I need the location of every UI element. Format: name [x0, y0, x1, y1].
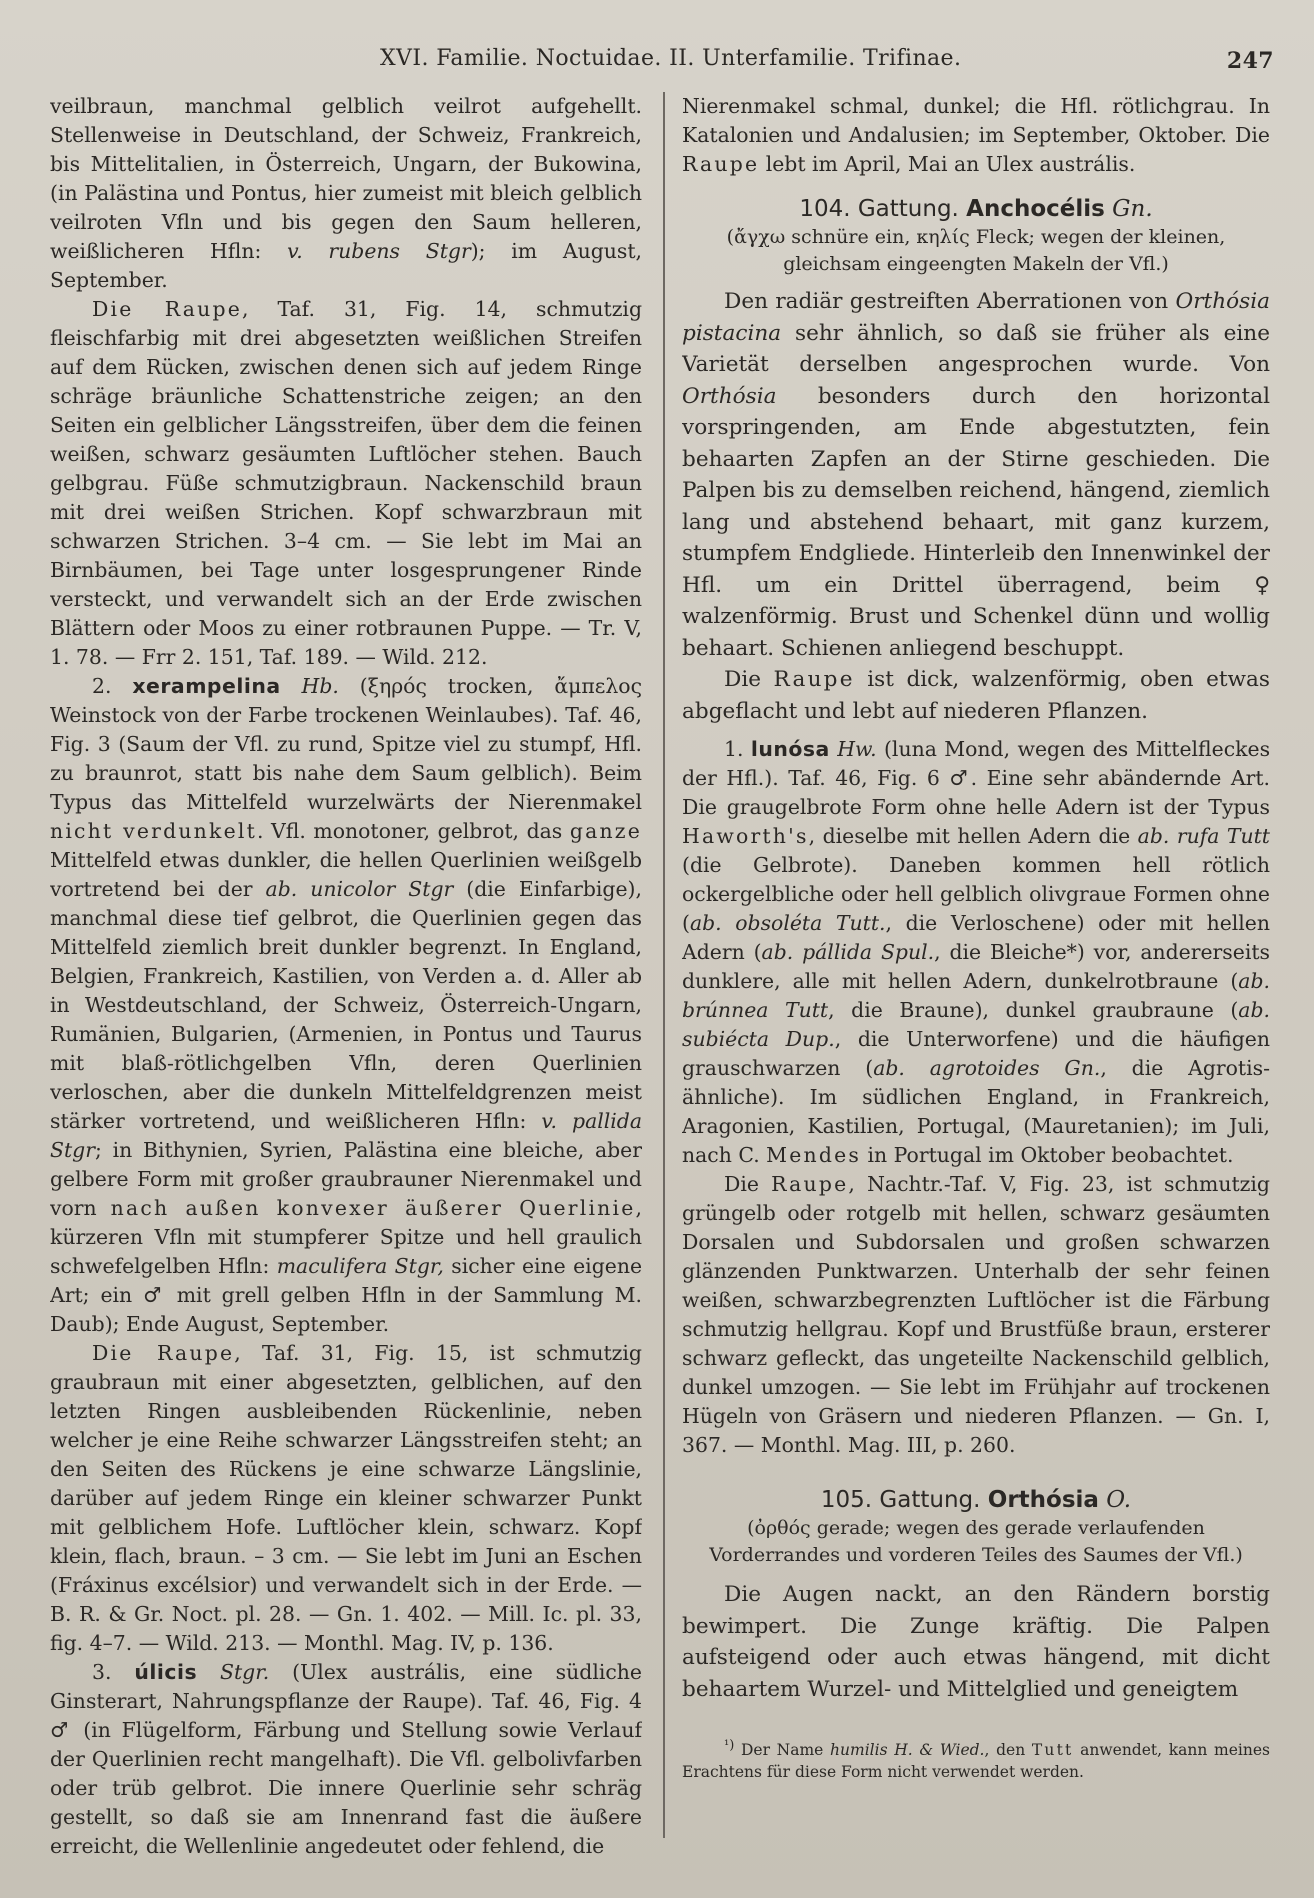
form-name: ab. pállida Spul.: [761, 940, 935, 964]
text: sehr ähnlich, so daß sie früher als eine Varietät derselben angesprochen wurde. Von: [682, 320, 1270, 377]
paragraph: [682, 1170, 1270, 1460]
text: anwendet, kann meines Erachtens für diese Form nicht verwendet werden.: [682, 1741, 1270, 1782]
author-name: Haworth's: [682, 824, 809, 848]
paragraph: [50, 92, 642, 295]
text: Nierenmakel schmal, dunkel; die Hfl. rötlichgrau. In Katalonien und Andalusien; im September, Oktober. Die: [682, 94, 1270, 147]
emphasis: nach außen konvexer äußerer Querlinie: [110, 1196, 636, 1220]
page-number: 247: [1226, 48, 1274, 74]
text: (die Gelbrote). Daneben kommen hell rötlich ockergelbliche oder hell gelblich olivgraue Formen ohne (: [682, 853, 1270, 935]
form-name: ab. obsoléta Tutt.: [689, 911, 886, 935]
right-column: [682, 92, 1270, 1858]
species-entry: [50, 1658, 642, 1858]
text: Den radiär gestreiften Aberrationen von: [724, 289, 1169, 314]
text: , die Braune), dunkel graubraune (: [828, 998, 1239, 1022]
text: , den: [984, 1741, 1026, 1760]
genus-number: 104. Gattung.: [799, 196, 959, 222]
text: , die Agrotis-ähnliche). Im südlichen England, in Frankreich, Aragonien, Kastilien, Portugal, (Mauretanien); im Juli, nach C.: [682, 1056, 1270, 1167]
text: lebt im April, Mai an Ulex austrális.: [765, 152, 1136, 176]
paragraph: [682, 664, 1270, 727]
text: (luna Mond, wegen des Mittelfleckes der Hfl.). Taf. 46, Fig. 6 ♂. Eine sehr abändernde Art. Die graugelbrote Form ohne helle Adern ist der Typus: [682, 737, 1270, 819]
text: sicher eine eigene Art; ein ♂ mit grell gelben Hfln in der Sammlung M. Daub); Ende August, September.: [50, 1254, 642, 1336]
species-author: Stgr.: [220, 1660, 270, 1684]
text: , Nachtr.-Taf. V, Fig. 23, ist schmutzig grüngelb oder rotgelb mit hellen, schwarz gesäumten Dorsalen und Subdorsalen und großen schwarzen glänzenden Punktwarzen. Unterhalb der sehr feinen weißen, schwarzbegrenzten Luftlöcher ist die Färbung schmutzig hellgrau. Kopf und Brustfüße braun, ersterer schwarz gefleckt, das ungeteilte Nackenschild gelblich, dunkel umzogen. — Sie lebt im Frühjahr auf trockenen Hügeln von Gräsern und niederen Pflanzen. — Gn. I, 367. — Monthl. Mag. III, p. 260.: [682, 1172, 1270, 1457]
raupe-heading: Raupe: [771, 1172, 849, 1196]
genus-heading: [682, 195, 1270, 224]
text: , Taf. 31, Fig. 15, ist schmutzig graubraun mit einer abgesetzten, gelblichen, auf den letzten Ringen ausbleibenden Rückenlinie, neben welcher je eine Reihe schwarzer Längsstreifen steht; an den Seiten des Rückens je eine schwarze Längslinie, darüber auf jedem Ringe ein kleiner schwarzer Punkt mit gelblichem Hofe. Luftlöcher klein, schwarz. Kopf klein, flach, braun. – 3 cm. — Sie lebt im Juni an Eschen (Fráxinus excélsior) und verwandelt sich in der Erde. — B. R. & Gr. Noct. pl. 28. — Gn. 1. 402. — Mill. Ic. pl. 33, fig. 4–7. — Wild. 213. — Monthl. Mag. IV, p. 136.: [50, 1341, 642, 1655]
text: , dieselbe mit hellen Adern die: [808, 824, 1131, 848]
text: , die Bleiche*) vor, andererseits dunklere, alle mit hellen Adern, dunkelrotbraune (: [682, 940, 1270, 993]
paragraph: [682, 286, 1270, 664]
genus-author: O.: [1106, 1487, 1132, 1513]
raupe-heading: Die Raupe: [92, 1341, 235, 1365]
species-number: 3.: [92, 1660, 112, 1684]
etymology: (ἄγχω schnüre ein, κηλίς Fleck; wegen der kleinen, gleichsam eingeengten Makeln der Vfl.): [726, 226, 1226, 275]
text: in Portugal im Oktober beobachtet.: [867, 1143, 1234, 1167]
species-entry: [682, 735, 1270, 1170]
form-name: ab. agrotoides Gn.: [873, 1056, 1101, 1080]
text: , die Unterworfene) und die häufigen grauschwarzen (: [682, 1027, 1270, 1080]
left-column: [50, 92, 642, 1858]
running-head: XVI. Familie. Noctuidae. II. Unterfamilie. Trifinae.: [380, 46, 962, 71]
species-name: xerampelina: [132, 674, 281, 698]
footnote: [682, 1729, 1270, 1783]
form-name: ab. subiécta Dup.: [682, 998, 1270, 1051]
text: (die Einfarbige), manchmal diese tief gelbrot, die Querlinien gegen das Mittelfeld ziemlich breit dunkler begrenzt. In England, Belgien, Frankreich, Kastilien, von Verden a. d. Aller ab in Westdeutschland, der Schweiz, Österreich-Ungarn, Rumänien, Bulgarien, (Armenien, in Pontus und Taurus mit blaß-rötlichgelben Vfln, deren Querlinien verloschen, aber die dunkeln Mittelfeldgrenzen meist stärker vortretend, und weißlicheren Hfln:: [50, 877, 642, 1133]
raupe-heading: Die Raupe: [92, 297, 242, 321]
text: Die: [724, 667, 761, 692]
text: , Taf. 31, Fig. 14, schmutzig fleischfarbig mit drei abgesetzten weißlichen Streifen auf dem Rücken, zwischen denen sich auf jedem Ringe schräge bräunliche Schattenstriche zeigen; an den Seiten ein gelblicher Längsstreifen, über dem die feinen weißen, schwarz gesäumten Luftlöcher stehen. Bauch gelbgrau. Füße schmutzigbraun. Nackenschild braun mit drei weißen Strichen. Kopf schwarzbraun mit schwarzen Strichen. 3–4 cm. — Sie lebt im Mai an Birnbäumen, bei Tage unter losgesprungener Rinde versteckt, und verwandelt sich an der Erde zwischen Blättern oder Moos zu einer rotbraunen Puppe. — Tr. V, 1. 78. — Frr 2. 151, Taf. 189. — Wild. 212.: [50, 297, 642, 669]
text: ist dick, walzenförmig, oben etwas abgeflacht und lebt auf niederen Pflanzen.: [682, 667, 1270, 724]
etymology: (ὀρθός gerade; wegen des gerade verlaufenden Vorderrandes und vorderen Teiles des Saumes der Vfl.): [709, 1517, 1243, 1566]
form-name: ab. unicolor Stgr: [265, 877, 454, 901]
text: (ξηρός trocken, ἄμπελος Weinstock von der Farbe trockenen Weinlaubes). Taf. 46, Fig. 3 (Saum der Vfl. zu rund, Spitze viel zu stumpf, Hfl. zu braunrot, statt bis nahe dem Saum gelblich). Beim Typus das Mittelfeld wurzelwärts der Nierenmakel: [50, 674, 642, 814]
text: , die Verloschene) oder mit hellen Adern (: [682, 911, 1270, 964]
genus-heading: [682, 1486, 1270, 1515]
form-name: v. pallida Stgr: [50, 1109, 642, 1162]
page-header: [380, 40, 1284, 80]
taxon-name: humilis H. & Wied.: [830, 1741, 985, 1760]
paragraph: Die Augen nackt, an den Rändern borstig bewimpert. Die Zunge kräftig. Die Palpen aufsteigend oder auch etwas hängend, mit dicht behaartem Wurzel- und Mittelglied und geneigtem: [682, 1582, 1270, 1702]
genus-number: 105. Gattung.: [820, 1487, 981, 1513]
species-entry: [50, 672, 642, 1339]
species-number: 1.: [724, 737, 744, 761]
species-author: Hb.: [301, 674, 339, 698]
text: Der Name: [740, 1741, 824, 1760]
text: . Vfl. monotoner, gelbrot, das: [256, 819, 563, 843]
text: veilbraun, manchmal gelblich veilrot aufgehellt. Stellenweise in Deutschland, der Schweiz, Frankreich, bis Mittelitalien, in Österreich, Ungarn, der Bukowina, (in Palästina und Pontus, hier zumeist mit bleich gelblich veilroten Vfln und bis gegen den Saum helleren, weißlicheren Hfln:: [50, 94, 642, 263]
raupe-heading: Raupe: [773, 667, 855, 692]
paragraph: [50, 295, 642, 672]
text: besonders durch den horizontal vorspringenden, am Ende abgestutzten, fein behaarten Zapfen an der Stirne geschieden. Die Palpen bis zu demselben reichend, hängend, ziemlich lang und abstehend behaart, mit ganz kurzem, stumpfem Endgliede. Hinterleib den Innenwinkel der Hfl. um ein Drittel überragend, beim ♀ walzenförmig. Brust und Schenkel dünn und wollig behaart. Schienen anliegend beschuppt.: [682, 383, 1270, 661]
taxon-name: Orthósia pistacina: [682, 289, 1270, 346]
genus-name: Orthósia: [987, 1487, 1099, 1513]
text: Mittelfeld etwas dunkler, die hellen Querlinien weißgelb vortretend bei der: [50, 848, 642, 901]
author-name: Tutt: [1031, 1741, 1074, 1760]
form-name: ab. rufa Tutt: [1137, 824, 1270, 848]
text: , kürzeren Vfln mit stumpferer Spitze und hell graulich schwefelgelben Hfln:: [50, 1196, 642, 1278]
raupe-heading: Raupe: [682, 152, 760, 176]
text: Die: [724, 1172, 759, 1196]
paragraph: [682, 92, 1270, 179]
genus-name: Anchocélis: [966, 196, 1105, 222]
form-name: ab. brúnnea Tutt: [682, 969, 1270, 1022]
form-name: v. rubens Stgr: [287, 239, 471, 263]
text: ; in Bithynien, Syrien, Palästina eine bleiche, aber gelbere Form mit großer graubrauner Nierenmakel und vorn: [50, 1138, 642, 1220]
taxon-name: Orthósia: [682, 383, 777, 409]
author-name: Mendes: [766, 1143, 862, 1167]
species-number: 2.: [92, 674, 112, 698]
text: ); im August, September.: [50, 239, 642, 292]
species-name: úlicis: [134, 1660, 198, 1684]
form-name: maculifera Stgr,: [276, 1254, 444, 1278]
genus-author: Gn.: [1112, 196, 1153, 222]
paragraph: [50, 1339, 642, 1658]
column-divider: [663, 92, 665, 1838]
species-author: Hw.: [837, 737, 877, 761]
emphasis: nicht verdunkelt: [50, 819, 257, 843]
text: (Ulex austrális, eine südliche Ginsterart, Nahrungspflanze der Raupe). Taf. 46, Fig. 4 ♂ (in Flügelform, Färbung und Stellung sowie Verlauf der Querlinien recht mangelhaft). Die Vfl. gelbolivfarben oder trüb gelbrot. Die innere Querlinie sehr schräg gestellt, so daß sie am Innenrand fast die äußere erreicht, die Wellenlinie angedeutet oder fehlend, die: [50, 1660, 642, 1858]
emphasis: ganze: [569, 819, 642, 843]
species-name: lunósa: [750, 737, 830, 761]
footnote-marker: ¹): [724, 1738, 735, 1753]
